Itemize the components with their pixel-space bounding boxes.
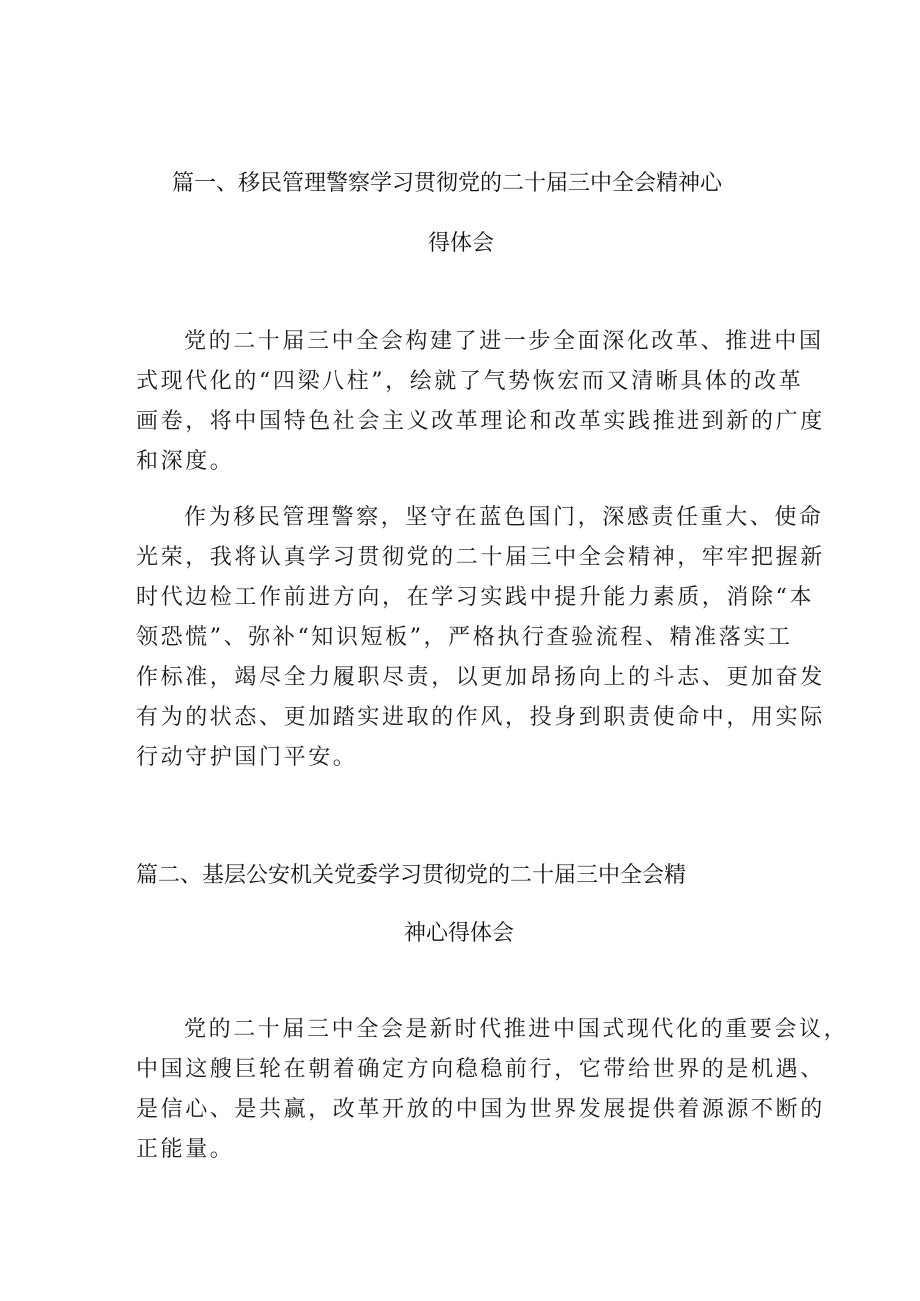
- paragraph-line: 中国这艘巨轮在朝着确定方向稳稳前行，它带给世界的是机遇、: [136, 1057, 825, 1082]
- paragraph-line: 行动守护国门平安。: [136, 745, 358, 770]
- paragraph-line: 画卷，将中国特色社会主义改革理论和改革实践推进到新的广度: [136, 409, 825, 434]
- paragraph-line: 党的二十届三中全会是新时代推进中国式现代化的重要会议，: [184, 1017, 849, 1042]
- paragraph-line: 作为移民管理警察，坚守在蓝色国门，深感责任重大、使命: [184, 505, 824, 530]
- section-1-title-line-2: 得体会: [428, 231, 495, 256]
- paragraph-line: 正能量。: [136, 1137, 235, 1162]
- section-1-paragraph-1: [136, 322, 825, 482]
- section-2-paragraph-1: [136, 1010, 849, 1170]
- paragraph-line: 党的二十届三中全会构建了进一步全面深化改革、推进中国: [184, 329, 824, 354]
- paragraph-line: 有为的状态、更加踏实进取的作风，投身到职责使命中，用实际: [136, 705, 825, 730]
- paragraph-line: 作标准，竭尽全力履职尽责，以更加昂扬向上的斗志、更加奋发: [136, 665, 825, 690]
- section-2-title-line-2: 神心得体会: [404, 921, 515, 946]
- paragraph-line: 和深度。: [136, 449, 235, 474]
- section-2-title-line-1: 篇二、基层公安机关党委学习贯彻党的二十届三中全会精: [136, 863, 687, 888]
- paragraph-line: 光荣，我将认真学习贯彻党的二十届三中全会精神，牢牢把握新: [136, 545, 825, 570]
- section-1-paragraph-2: [136, 498, 825, 778]
- section-1-title-line-1: 篇一、移民管理警察学习贯彻党的二十届三中全会精神心: [172, 171, 723, 196]
- paragraph-line: 时代边检工作前进方向，在学习实践中提升能力素质，消除“本: [136, 585, 815, 610]
- paragraph-line: 是信心、是共赢，改革开放的中国为世界发展提供着源源不断的: [136, 1097, 825, 1122]
- paragraph-line: 式现代化的“四梁八柱”，绘就了气势恢宏而又清晰具体的改革: [136, 369, 804, 394]
- paragraph-line: 领恐慌”、弥补“知识短板”，严格执行查验流程、精准落实工: [136, 625, 793, 650]
